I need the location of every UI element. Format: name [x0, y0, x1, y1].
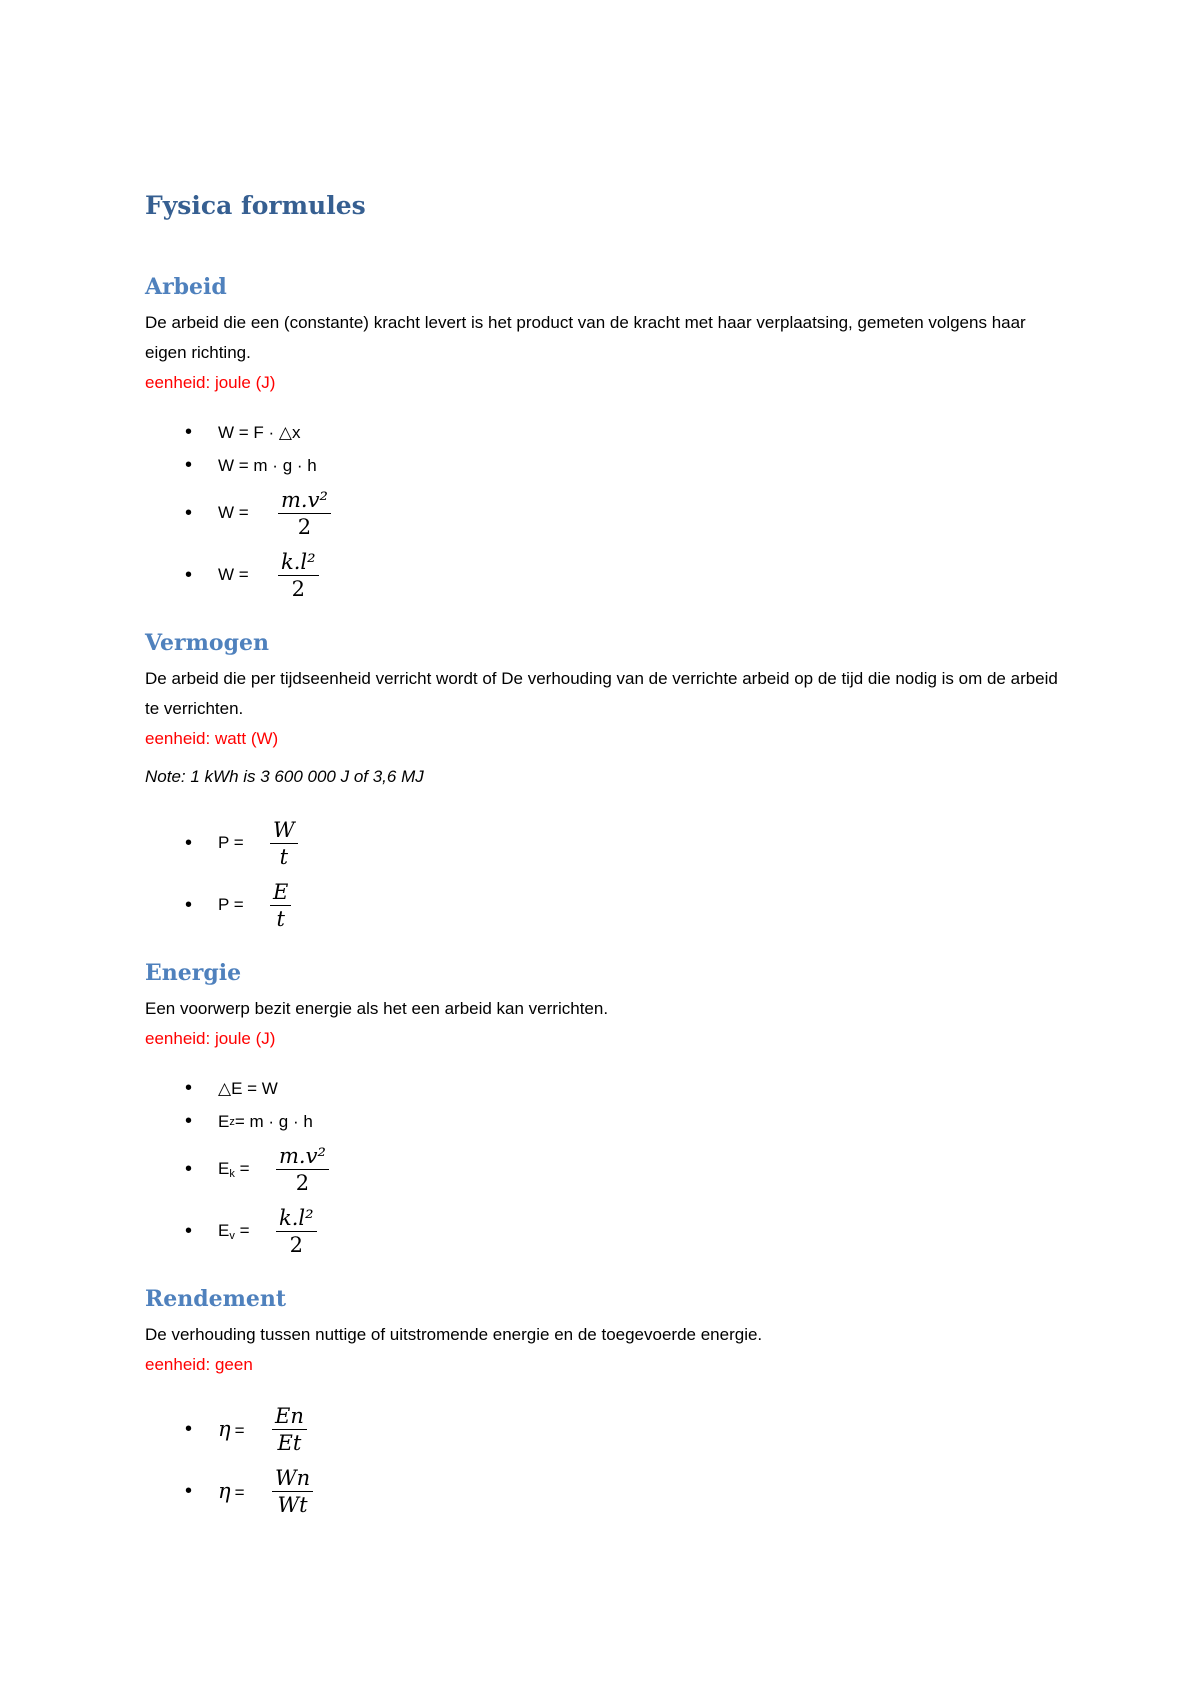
formula-item: [145, 1072, 1065, 1105]
fraction-denominator: t: [276, 906, 285, 931]
rendement-formula-list: [145, 1398, 1065, 1522]
energie-unit: eenheid: joule (J): [145, 1029, 276, 1048]
fraction: [276, 1205, 317, 1258]
formula-item: [145, 874, 1065, 936]
vermogen-formula-list: [145, 812, 1065, 936]
formula-item: [145, 1200, 1065, 1262]
section-rendement: [145, 1284, 1065, 1522]
fraction-numerator: k.l²: [276, 1205, 317, 1232]
formula-subscript: k: [229, 1167, 235, 1180]
vermogen-unit: eenheid: watt (W): [145, 729, 279, 748]
formula-symbol: E: [218, 1220, 230, 1240]
fraction: [270, 817, 298, 870]
eta-symbol: η: [218, 1417, 231, 1441]
fraction: [272, 1403, 307, 1456]
formula-symbol: E: [218, 1158, 230, 1178]
energie-formula-list: [145, 1072, 1065, 1262]
vermogen-note: Note: 1 kWh is 3 600 000 J of 3,6 MJ: [145, 767, 424, 786]
heading-vermogen: Vermogen: [145, 630, 269, 656]
formula-eq: =: [234, 1421, 245, 1440]
fraction-denominator: Wt: [277, 1492, 308, 1517]
fraction: [278, 549, 319, 602]
formula-item: [145, 1460, 1065, 1522]
formula-lhs: • P =: [218, 895, 244, 914]
fraction-numerator: Wn: [272, 1465, 313, 1492]
formula-lhs: • P =: [218, 833, 244, 852]
formula-item: [145, 1105, 1065, 1138]
arbeid-unit: eenheid: joule (J): [145, 373, 276, 392]
formula-item: [145, 416, 1065, 449]
fraction-denominator: 2: [291, 576, 305, 601]
page-title: Fysica formules: [145, 191, 366, 220]
vermogen-definition: De arbeid die per tijdseenheid verricht wordt of De verhouding van de verrichte arbeid op de tijd die nodig is om de arbeid te verrichten.: [145, 669, 1058, 718]
fraction-denominator: Et: [277, 1430, 302, 1455]
formula-text: • △E = W: [218, 1078, 278, 1098]
formula-symbol: • E: [218, 1111, 230, 1131]
fraction: [278, 487, 331, 540]
rendement-definition: De verhouding tussen nuttige of uitstromende energie en de toegevoerde energie.: [145, 1325, 763, 1344]
formula-lhs: • W =: [218, 565, 249, 584]
fraction-denominator: 2: [297, 514, 312, 539]
fraction-numerator: W: [270, 817, 298, 844]
energie-definition: Een voorwerp bezit energie als het een arbeid kan verrichten.: [145, 999, 609, 1018]
document-page: [145, 190, 1065, 1544]
fraction-numerator: E: [270, 879, 291, 906]
fraction-numerator: m.v²: [276, 1143, 329, 1170]
formula-item: [145, 544, 1065, 606]
rendement-unit: eenheid: geen: [145, 1355, 253, 1374]
heading-energie: Energie: [145, 960, 242, 986]
formula-item: [145, 1398, 1065, 1460]
section-energie: [145, 958, 1065, 1262]
fraction-numerator: En: [272, 1403, 307, 1430]
formula-lhs: • W =: [218, 503, 249, 522]
arbeid-formula-list: [145, 416, 1065, 606]
fraction-denominator: 2: [289, 1232, 303, 1257]
formula-text: • W = F · △x: [218, 422, 301, 442]
fraction-denominator: t: [279, 844, 289, 869]
eta-symbol: η: [218, 1479, 231, 1503]
formula-item: [145, 812, 1065, 874]
arbeid-definition: De arbeid die een (constante) kracht levert is het product van de kracht met haar verplaatsing, gemeten volgens haar eigen richting.: [145, 313, 1026, 362]
formula-item: [145, 482, 1065, 544]
heading-rendement: Rendement: [145, 1286, 287, 1312]
fraction-numerator: m.v²: [278, 487, 331, 514]
formula-item: [145, 449, 1065, 482]
section-vermogen: [145, 628, 1065, 936]
fraction: [272, 1465, 313, 1518]
fraction: [270, 879, 291, 932]
fraction-denominator: 2: [295, 1170, 310, 1195]
fraction-numerator: k.l²: [278, 549, 319, 576]
heading-arbeid: Arbeid: [145, 274, 227, 300]
formula-subscript: z: [229, 1115, 235, 1128]
section-arbeid: [145, 272, 1065, 606]
formula-subscript: v: [229, 1229, 235, 1242]
fraction: [276, 1143, 329, 1196]
formula-rhs: = m · g · h: [234, 1111, 313, 1131]
formula-item: [145, 1138, 1065, 1200]
formula-text: • W = m · g · h: [218, 455, 317, 475]
formula-eq: =: [234, 1158, 250, 1178]
formula-eq: =: [234, 1220, 250, 1240]
formula-eq: =: [234, 1483, 245, 1502]
